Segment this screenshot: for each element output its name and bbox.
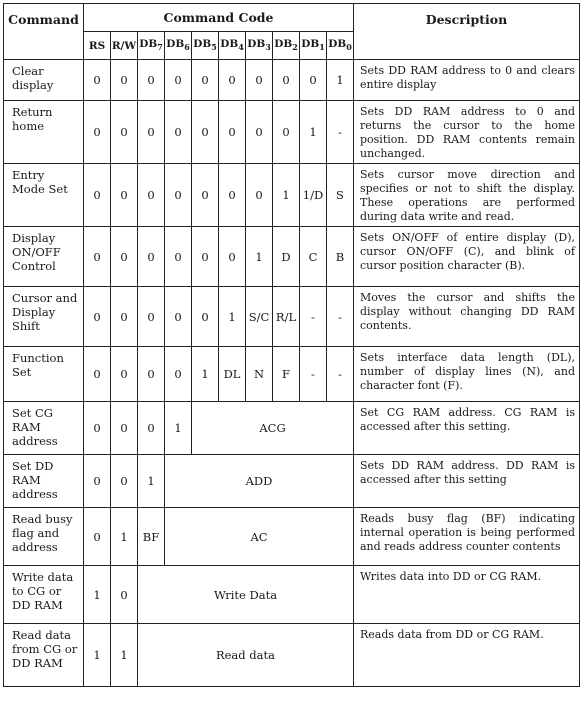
bit-header-subscript: 5 bbox=[211, 42, 217, 53]
document-page bbox=[3, 3, 580, 687]
command-name-cell: Set CG RAM address bbox=[4, 402, 84, 455]
code-cell: R/L bbox=[273, 287, 300, 347]
code-cell: 0 bbox=[138, 287, 165, 347]
bit-header-db0 bbox=[327, 32, 354, 60]
code-cell: 0 bbox=[165, 287, 192, 347]
code-cell: 0 bbox=[111, 455, 138, 508]
code-cell: 0 bbox=[273, 60, 300, 101]
code-cell: 0 bbox=[246, 60, 273, 101]
code-cell: 0 bbox=[219, 101, 246, 164]
code-cell: 1 bbox=[111, 624, 138, 687]
code-cell: 0 bbox=[219, 227, 246, 287]
bit-header-subscript: 0 bbox=[346, 42, 352, 53]
command-name-cell: Return home bbox=[4, 101, 84, 164]
code-cell: 0 bbox=[84, 402, 111, 455]
description-cell: Sets DD RAM address to 0 and clears entire display bbox=[354, 60, 580, 101]
code-cell: 0 bbox=[111, 60, 138, 101]
code-cell: Read data bbox=[138, 624, 354, 687]
bit-header-label: DB bbox=[193, 38, 212, 51]
description-cell: Sets DD RAM address to 0 and returns the cursor to the home position. DD RAM contents remain unchanged. bbox=[354, 101, 580, 164]
command-name-cell: Read busy flag and address bbox=[4, 508, 84, 566]
code-cell: 0 bbox=[138, 101, 165, 164]
bit-header-subscript: 1 bbox=[319, 42, 325, 53]
code-cell: 0 bbox=[165, 101, 192, 164]
code-cell: 0 bbox=[192, 227, 219, 287]
code-cell: 1 bbox=[273, 164, 300, 227]
table-row bbox=[4, 227, 580, 287]
code-cell: 1 bbox=[246, 227, 273, 287]
code-cell: 0 bbox=[111, 287, 138, 347]
description-header: Description bbox=[354, 4, 580, 60]
bit-header-label: DB bbox=[139, 38, 158, 51]
bit-header-subscript: 4 bbox=[238, 42, 244, 53]
code-cell: - bbox=[300, 347, 327, 402]
bit-header-label: DB bbox=[274, 38, 293, 51]
bit-header-label: DB bbox=[328, 38, 347, 51]
bit-header-db4 bbox=[219, 32, 246, 60]
bit-header-rs bbox=[84, 32, 111, 60]
code-cell: 0 bbox=[300, 60, 327, 101]
code-cell: BF bbox=[138, 508, 165, 566]
instruction-table bbox=[3, 3, 580, 687]
bit-header-db5 bbox=[192, 32, 219, 60]
code-cell: 0 bbox=[192, 287, 219, 347]
code-cell: 0 bbox=[138, 402, 165, 455]
code-cell: 0 bbox=[111, 101, 138, 164]
command-name-cell: Cursor and Display Shift bbox=[4, 287, 84, 347]
bit-header-subscript: 7 bbox=[157, 42, 163, 53]
table-row bbox=[4, 347, 580, 402]
code-cell: 0 bbox=[84, 287, 111, 347]
bit-header-label: DB bbox=[220, 38, 239, 51]
code-cell: 1 bbox=[327, 60, 354, 101]
table-row bbox=[4, 60, 580, 101]
table-row bbox=[4, 287, 580, 347]
code-cell: 1/D bbox=[300, 164, 327, 227]
code-cell: 0 bbox=[165, 347, 192, 402]
code-cell: 0 bbox=[192, 60, 219, 101]
code-cell: C bbox=[300, 227, 327, 287]
code-cell: - bbox=[300, 287, 327, 347]
table-row bbox=[4, 455, 580, 508]
table-row bbox=[4, 402, 580, 455]
description-cell: Reads data from DD or CG RAM. bbox=[354, 624, 580, 687]
code-cell: 1 bbox=[84, 566, 111, 624]
code-cell: 0 bbox=[84, 60, 111, 101]
code-cell: - bbox=[327, 347, 354, 402]
table-row bbox=[4, 624, 580, 687]
command-name-cell: Entry Mode Set bbox=[4, 164, 84, 227]
code-cell: 0 bbox=[219, 164, 246, 227]
code-cell: 0 bbox=[111, 347, 138, 402]
description-cell: Sets interface data length (DL), number of display lines (N), and character font (F). bbox=[354, 347, 580, 402]
bit-header-db2 bbox=[273, 32, 300, 60]
description-cell: Sets DD RAM address. DD RAM is accessed after this setting bbox=[354, 455, 580, 508]
table-row bbox=[4, 566, 580, 624]
command-name-cell: Write data to CG or DD RAM bbox=[4, 566, 84, 624]
code-cell: DL bbox=[219, 347, 246, 402]
code-cell: 0 bbox=[138, 60, 165, 101]
code-cell: S/C bbox=[246, 287, 273, 347]
command-name-cell: Display ON/OFF Control bbox=[4, 227, 84, 287]
code-cell: 0 bbox=[84, 508, 111, 566]
command-name-cell: Read data from CG or DD RAM bbox=[4, 624, 84, 687]
bit-header-subscript: 2 bbox=[292, 42, 298, 53]
table-row bbox=[4, 101, 580, 164]
command-code-header: Command Code bbox=[84, 4, 354, 32]
description-cell: Writes data into DD or CG RAM. bbox=[354, 566, 580, 624]
code-cell: 0 bbox=[192, 101, 219, 164]
bit-header-rw bbox=[111, 32, 138, 60]
bit-header-db7 bbox=[138, 32, 165, 60]
code-cell: D bbox=[273, 227, 300, 287]
code-cell: 1 bbox=[111, 508, 138, 566]
bit-header-db3 bbox=[246, 32, 273, 60]
code-cell: 0 bbox=[84, 455, 111, 508]
code-cell: - bbox=[327, 287, 354, 347]
code-cell: 1 bbox=[219, 287, 246, 347]
code-cell: N bbox=[246, 347, 273, 402]
code-cell: 0 bbox=[84, 164, 111, 227]
command-name-cell: Set DD RAM address bbox=[4, 455, 84, 508]
code-cell: 0 bbox=[111, 402, 138, 455]
command-header: Command bbox=[4, 4, 84, 60]
code-cell: 0 bbox=[111, 566, 138, 624]
code-cell: 0 bbox=[165, 60, 192, 101]
code-cell: 0 bbox=[84, 101, 111, 164]
code-cell: 0 bbox=[111, 227, 138, 287]
code-cell: 0 bbox=[219, 60, 246, 101]
code-cell: ACG bbox=[192, 402, 354, 455]
code-cell: 1 bbox=[192, 347, 219, 402]
code-cell: S bbox=[327, 164, 354, 227]
description-cell: Reads busy flag (BF) indicating internal operation is being performed and reads address counter contents bbox=[354, 508, 580, 566]
code-cell: 0 bbox=[165, 164, 192, 227]
code-cell: 0 bbox=[192, 164, 219, 227]
code-cell: B bbox=[327, 227, 354, 287]
bit-header-subscript: 6 bbox=[184, 42, 190, 53]
bit-header-label: DB bbox=[247, 38, 266, 51]
bit-header-subscript: 3 bbox=[265, 42, 271, 53]
table-row bbox=[4, 508, 580, 566]
code-cell: 0 bbox=[165, 227, 192, 287]
bit-header-db1 bbox=[300, 32, 327, 60]
code-cell: 1 bbox=[138, 455, 165, 508]
code-cell: Write Data bbox=[138, 566, 354, 624]
code-cell: 0 bbox=[246, 101, 273, 164]
description-cell: Set CG RAM address. CG RAM is accessed after this setting. bbox=[354, 402, 580, 455]
code-cell: 0 bbox=[138, 347, 165, 402]
bit-header-db6 bbox=[165, 32, 192, 60]
code-cell: 0 bbox=[84, 347, 111, 402]
table-row bbox=[4, 164, 580, 227]
code-cell: 0 bbox=[138, 164, 165, 227]
code-cell: 0 bbox=[138, 227, 165, 287]
command-name-cell: Function Set bbox=[4, 347, 84, 402]
description-cell: Sets cursor move direction and specifies or not to shift the display. These operations are performed during data write and read. bbox=[354, 164, 580, 227]
code-cell: 1 bbox=[84, 624, 111, 687]
bit-header-label: DB bbox=[166, 38, 185, 51]
code-cell: 1 bbox=[165, 402, 192, 455]
code-cell: F bbox=[273, 347, 300, 402]
code-cell: - bbox=[327, 101, 354, 164]
code-cell: 0 bbox=[84, 227, 111, 287]
code-cell: 0 bbox=[273, 101, 300, 164]
description-cell: Sets ON/OFF of entire display (D), cursor ON/OFF (C), and blink of cursor position character (B). bbox=[354, 227, 580, 287]
code-cell: 0 bbox=[111, 164, 138, 227]
code-cell: 0 bbox=[246, 164, 273, 227]
bit-header-label: RS bbox=[88, 39, 106, 52]
bit-header-label: R/W bbox=[111, 39, 137, 52]
command-name-cell: Clear display bbox=[4, 60, 84, 101]
code-cell: ADD bbox=[165, 455, 354, 508]
bit-header-label: DB bbox=[301, 38, 320, 51]
code-cell: 1 bbox=[300, 101, 327, 164]
code-cell: AC bbox=[165, 508, 354, 566]
description-cell: Moves the cursor and shifts the display without changing DD RAM contents. bbox=[354, 287, 580, 347]
